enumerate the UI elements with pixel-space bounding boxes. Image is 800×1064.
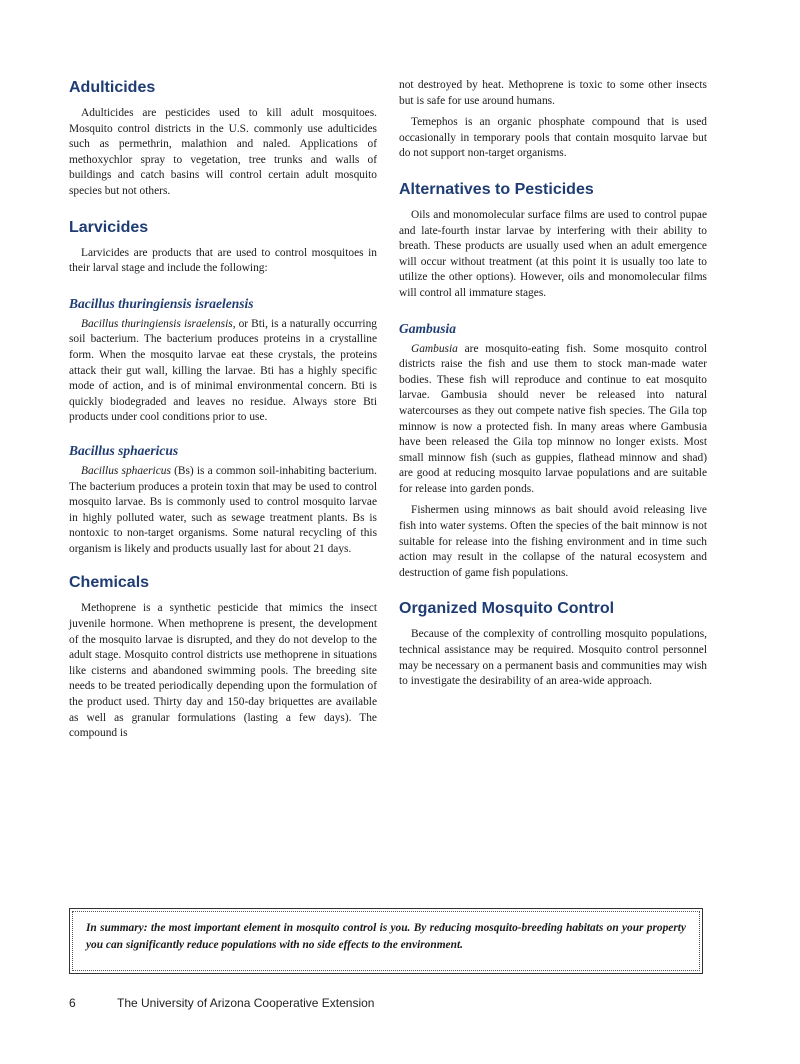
text-gambusia: are mosquito-eating fish. Some mosquito control districts raise the fish and use them to stock man-made water bodies. These fish will reproduce and continue to eat mosquito larvae. Gambusia should never be released into natural watercourses as they out compete native fish species. The Gila top minnow is now a protected fish. In many areas where Gambusia have been released the Gila top minnow no longer exists. Most small minnow fish (such as guppies, flathead minnow and shad) are good at reducing mosquito larvae populations and are suitable for release into garden ponds. (399, 342, 707, 495)
heading-chemicals: Chemicals (69, 574, 150, 592)
term-gambusia: Gambusia (411, 342, 458, 355)
section-chemicals (69, 573, 377, 741)
section-gambusia (399, 320, 707, 582)
paragraph-gambusia (399, 342, 707, 498)
paragraph-fishermen: Fishermen using minnows as bait should avoid releasing live fish into water systems. Often the species of the bait minnow is not suitable for release into the fishing environment and in time such action may result in the collapse of the natural ecosystem and destruction of game fish populations. (399, 504, 707, 579)
section-bti (69, 295, 377, 426)
heading-larvicides: Larvicides (69, 218, 149, 236)
section-larvicides (69, 218, 377, 277)
paragraph-temephos: Temephos is an organic phosphate compound that is used occasionally in temporary pools that contain mosquito larvae but do not support non-target organisms. (399, 116, 707, 160)
page-footer (69, 996, 374, 1010)
paragraph-organized-control: Because of the complexity of controlling mosquito populations, technical assistance may be required. Mosquito control personnel may be necessary on a permanent basis and communities may wish to investigate the desirability of an area-wide approach. (399, 628, 707, 688)
section-chemicals-continued (399, 78, 707, 162)
heading-alternatives: Alternatives to Pesticides (399, 180, 594, 198)
section-bs (69, 442, 377, 558)
paragraph-larvicides: Larvicides are products that are used to control mosquitoes in their larval stage and include the following: (69, 246, 377, 275)
paragraph-adulticides: Adulticides are pesticides used to kill adult mosquitoes. Mosquito control districts in the U.S. commonly use adulticides such as permethrin, malathion and naled. Applications of methoxychlor spray to vegetation, tree trunks and walls of buildings and catch basins will control certain adult mosquito species but not others. (69, 107, 377, 197)
heading-bti: Bacillus thuringiensis israelensis (69, 295, 254, 311)
paragraph-alternatives: Oils and monomolecular surface films are used to control pupae and late-fourth instar larvae by interfering with their ability to breath. These products are usually used when an adult emergence will occur without treatment (at this point it is usually too late to utilize the other options). However, oils and monomolecular films will control all immature stages. (399, 208, 707, 299)
summary-text: In summary: the most important element in mosquito control is you. By reducing mosquito-breeding habitats on your property you can significantly reduce populations with no side effects to the environment. (86, 922, 686, 951)
section-alternatives (399, 180, 707, 302)
publisher-name: The University of Arizona Cooperative Extension (117, 996, 375, 1010)
heading-organized-control: Organized Mosquito Control (399, 600, 615, 618)
paragraph-chemicals: Methoprene is a synthetic pesticide that mimics the insect juvenile hormone. When methoprene is present, the development of the mosquito larvae is disrupted, and they do not develop to the adult stage. Mosquito control districts use methoprene in situations like cisterns and abandoned swimming pools. The breeding site needs to be treated periodically depending upon the formulation of the product used. Thirty day and 150-day briquettes are available as well as granular formulations (lasting a few days). The compound is (69, 602, 377, 740)
right-column (399, 78, 707, 708)
paragraph-chemicals-continued: not destroyed by heat. Methoprene is toxic to some other insects but is safe for use around humans. (399, 79, 707, 107)
paragraph-bs (69, 464, 377, 558)
text-bti: , or Bti, is a naturally occurring soil bacterium. The bacterium produces proteins in a crystalline form. When the mosquito larvae eat these crystals, the proteins attack their gut wall, killing the larvae. Bti has a highly specific mode of action, and is of minimal environmental concern. Bti is quickly biodegraded and leaves no residue. Always store Bti products under cool conditions prior to use. (69, 317, 377, 424)
section-organized-control (399, 599, 707, 689)
left-column (69, 78, 377, 760)
page-number: 6 (69, 996, 76, 1010)
heading-adulticides: Adulticides (69, 79, 156, 96)
text-bs: (Bs) is a common soil-inhabiting bacterium. The bacterium produces a protein toxin that may be used to control mosquito larvae. Bs is commonly used to control mosquito larvae in highly polluted water, such as sewage treatment plants. Bs is nontoxic to non-target organisms. Some natural recycling of this organism is likely and products usually last for about 21 days. (69, 464, 377, 555)
section-adulticides (69, 78, 377, 200)
summary-box (69, 908, 703, 974)
heading-gambusia: Gambusia (399, 320, 457, 336)
term-bti: Bacillus thuringiensis israelensis (81, 317, 233, 330)
heading-bs: Bacillus sphaericus (69, 442, 179, 458)
term-bs: Bacillus sphaericus (81, 464, 171, 477)
paragraph-bti (69, 317, 377, 426)
